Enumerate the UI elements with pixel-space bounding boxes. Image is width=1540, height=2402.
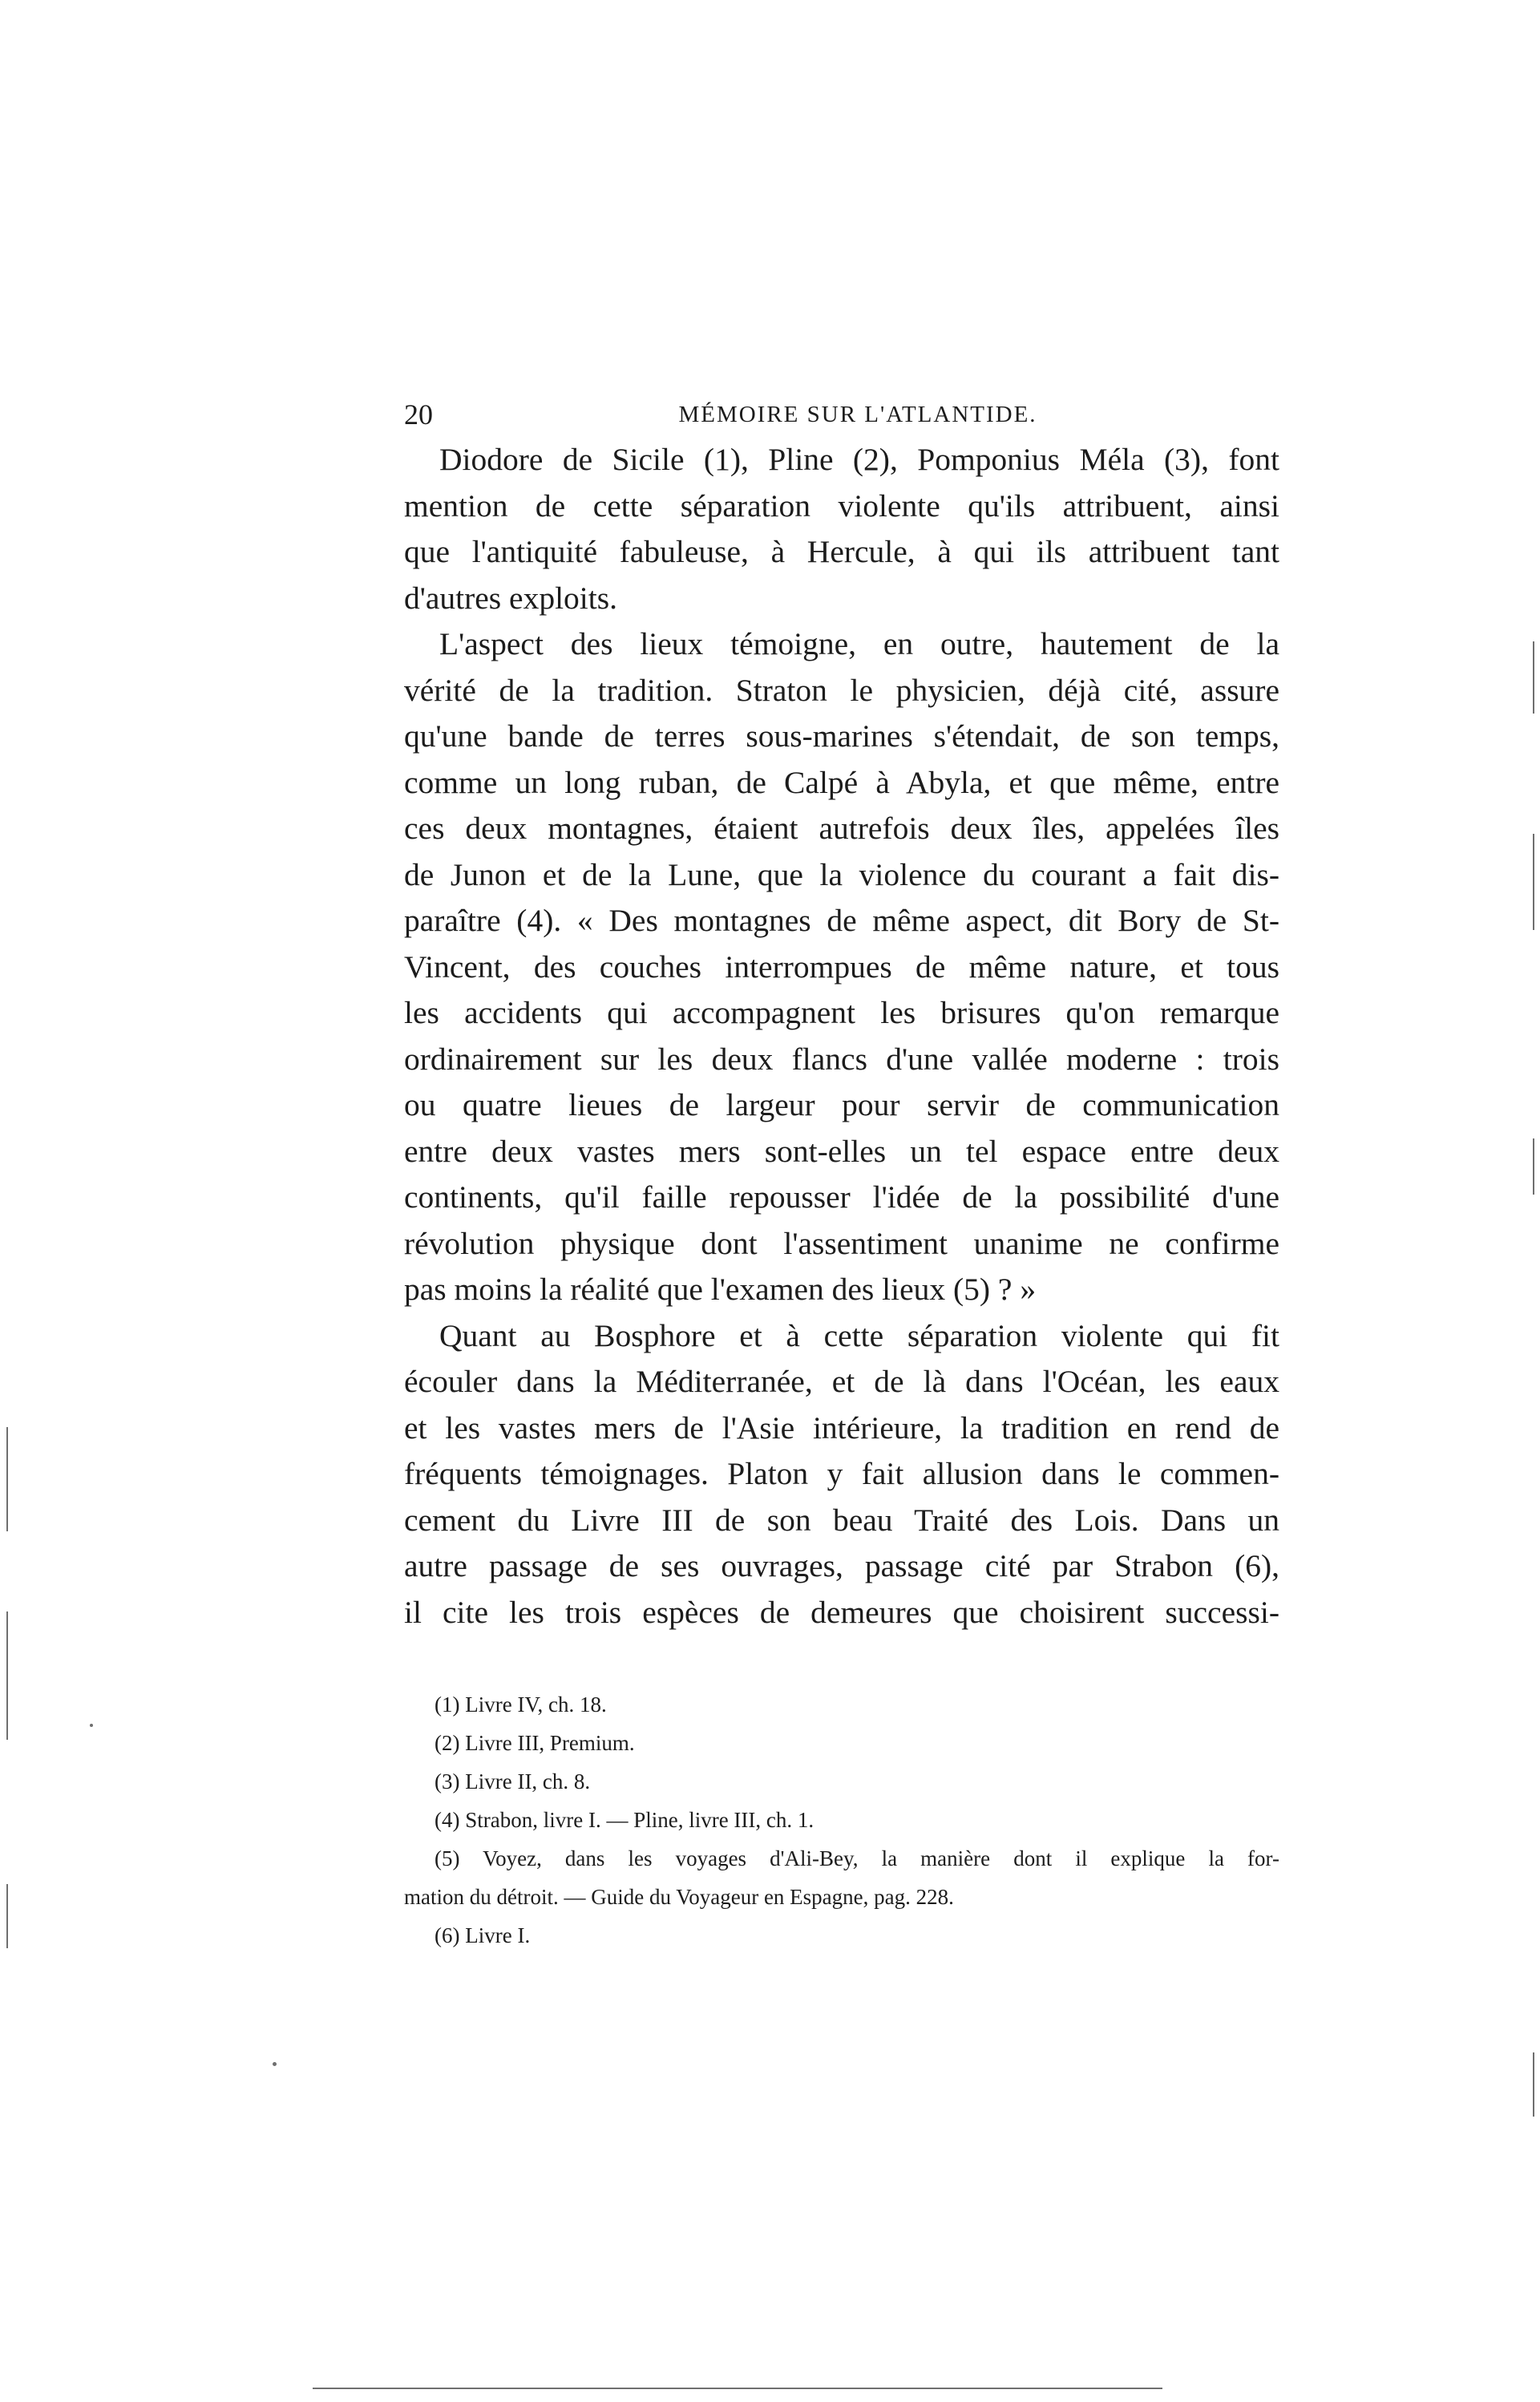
footnote-6: (6) Livre I.: [435, 1923, 531, 1947]
footnotes: [404, 1685, 1279, 1955]
body-line: vérité de la tradition. Straton le physicien, déjà cité, assure: [404, 672, 1279, 708]
body-line: qu'une bande de terres sous-marines s'étendait, de son temps,: [404, 718, 1279, 754]
footnote-3: (3) Livre II, ch. 8.: [435, 1769, 591, 1793]
body-line: continents, qu'il faille repousser l'idée de la possibilité d'une: [404, 1179, 1279, 1215]
footnote-4: (4) Strabon, livre I. — Pline, livre III, ch. 1.: [435, 1808, 814, 1832]
scan-edge-line: [1533, 1138, 1534, 1195]
body-line: écouler dans la Méditerranée, et de là dans l'Océan, les eaux: [404, 1364, 1279, 1399]
scan-bottom-line: [313, 2388, 1162, 2389]
body-line: d'autres exploits.: [404, 580, 618, 616]
body-text: [404, 437, 1279, 1636]
body-line: ou quatre lieues de largeur pour servir de communication: [404, 1087, 1279, 1122]
footnote-1: (1) Livre IV, ch. 18.: [435, 1692, 607, 1717]
body-line: de Junon et de la Lune, que la violence du courant a fait dis-: [404, 856, 1279, 892]
footnote-2: (2) Livre III, Premium.: [435, 1731, 635, 1755]
body-line: révolution physique dont l'assentiment unanime ne confirme: [404, 1225, 1279, 1261]
body-line: Quant au Bosphore et à cette séparation violente qui fit: [439, 1317, 1279, 1353]
body-line: comme un long ruban, de Calpé à Abyla, et que même, entre: [404, 764, 1279, 800]
body-line: pas moins la réalité que l'examen des lieux (5) ? »: [404, 1272, 1037, 1307]
scan-dust-speck: [90, 1724, 93, 1727]
body-line: les accidents qui accompagnent les brisures qu'on remarque: [404, 995, 1279, 1030]
scan-edge-line: [1533, 641, 1534, 714]
body-line: ordinairement sur les deux flancs d'une vallée moderne : trois: [404, 1041, 1279, 1077]
body-line: fréquents témoignages. Platon y fait allusion dans le commen-: [404, 1456, 1279, 1491]
body-line: que l'antiquité fabuleuse, à Hercule, à qui ils attribuent tant: [404, 534, 1279, 569]
running-title: MÉMOIRE SUR L'ATLANTIDE.: [678, 402, 1037, 427]
scan-dust-speck: [273, 2062, 277, 2066]
footnote-5-continued: mation du détroit. — Guide du Voyageur en Espagne, pag. 228.: [404, 1885, 954, 1909]
scan-edge-line: [6, 1884, 8, 1948]
scan-edge-line: [6, 1611, 8, 1740]
footnote-5: (5) Voyez, dans les voyages d'Ali-Bey, la manière dont il explique la for-: [435, 1846, 1279, 1870]
scan-edge-line: [6, 1427, 8, 1531]
body-line: entre deux vastes mers sont-elles un tel espace entre deux: [404, 1133, 1279, 1169]
body-line: Diodore de Sicile (1), Pline (2), Pomponius Méla (3), font: [439, 442, 1279, 477]
scan-edge-line: [1533, 834, 1534, 930]
body-line: mention de cette séparation violente qu'ils attribuent, ainsi: [404, 487, 1279, 524]
body-line: autre passage de ses ouvrages, passage cité par Strabon (6),: [404, 1548, 1279, 1583]
page-number: 20: [404, 398, 433, 431]
scan-edge-line: [1533, 2052, 1534, 2117]
body-line: L'aspect des lieux témoigne, en outre, hautement de la: [439, 626, 1279, 661]
body-line: Vincent, des couches interrompues de même nature, et tous: [404, 948, 1279, 985]
running-head: [404, 394, 1279, 435]
body-line: ces deux montagnes, étaient autrefois deux îles, appelées îles: [404, 811, 1279, 846]
body-line: et les vastes mers de l'Asie intérieure, la tradition en rend de: [404, 1409, 1279, 1446]
body-line: cement du Livre III de son beau Traité des Lois. Dans un: [404, 1502, 1279, 1538]
body-line: il cite les trois espèces de demeures que choisirent successi-: [404, 1594, 1279, 1630]
body-line: paraître (4). « Des montagnes de même aspect, dit Bory de St-: [404, 903, 1279, 938]
